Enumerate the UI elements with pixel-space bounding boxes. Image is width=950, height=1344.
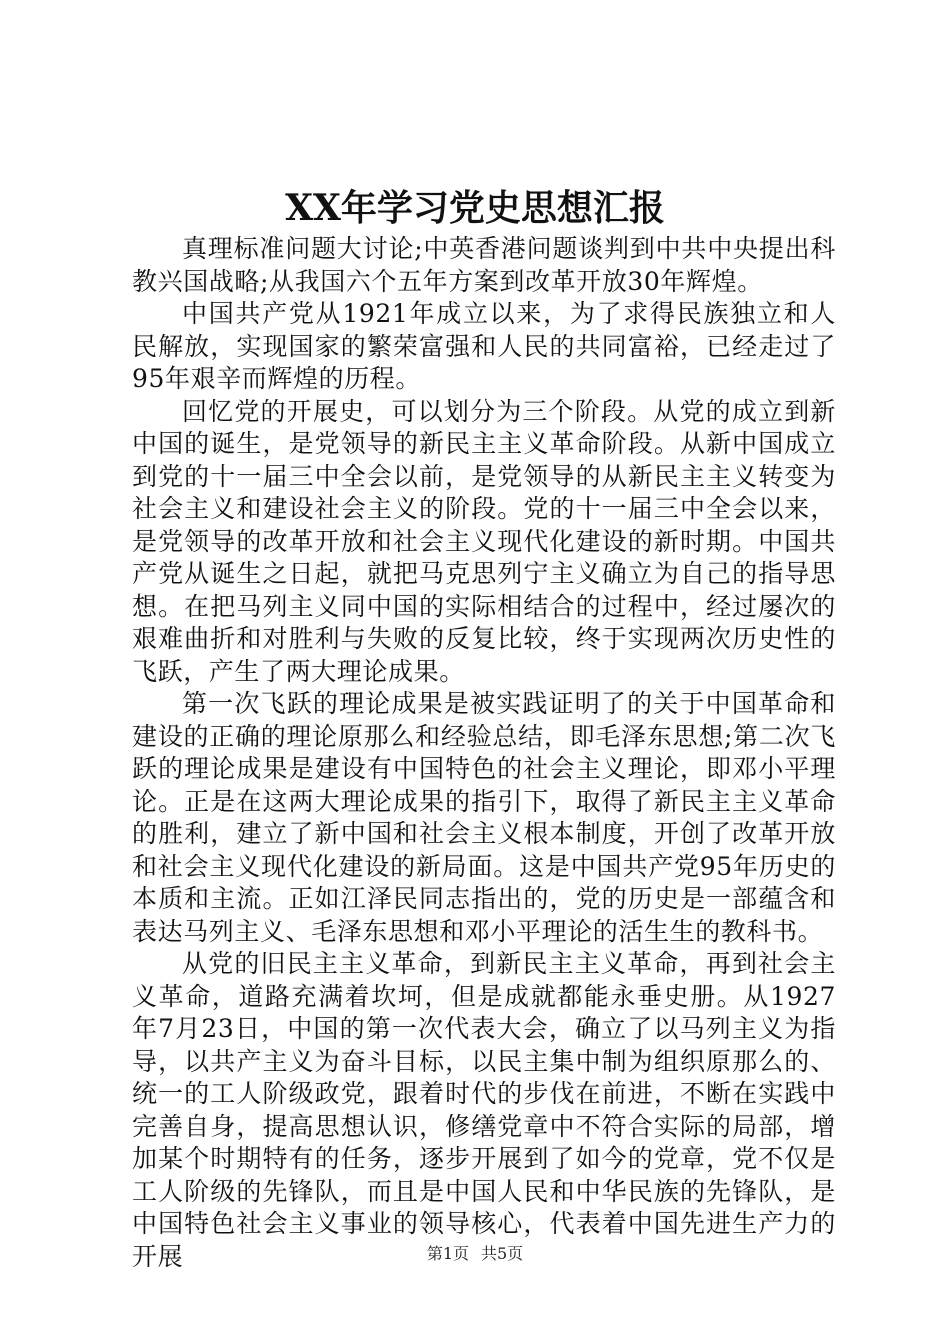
paragraph: 真理标准问题大讨论;中英香港问题谈判到中共中央提出科教兴国战略;从我国六个五年方案到改革开放30年辉煌。 <box>132 234 836 296</box>
paragraph: 从党的旧民主主义革命，到新民主主义革命，再到社会主义革命，道路充满着坎坷，但是成就都能永垂史册。从1927年7月23日，中国的第一次代表大会，确立了以马列主义为指导，以共产主义为奋斗目标，以民主集中制为组织原那么的、统一的工人阶级政党，跟着时代的步伐在前进，不断在实践中完善自身，提高思想认识，修缮党章中不符合实际的局部，增加某个时期特有的任务，逐步开展到了如今的党章，党不仅是工人阶级的先锋队，而且是中国人民和中华民族的先锋队，是中国特色社会主义事业的领导核心，代表着中国先进生产力的开展 <box>132 949 836 1271</box>
paragraph: 中国共产党从1921年成立以来，为了求得民族独立和人民解放，实现国家的繁荣富强和人民的共同富裕，已经走过了95年艰辛而辉煌的历程。 <box>132 299 836 393</box>
document-body <box>132 233 836 1273</box>
paragraph: 回忆党的开展史，可以划分为三个阶段。从党的成立到新中国的诞生，是党领导的新民主主义革命阶段。从新中国成立到党的十一届三中全会以前，是党领导的从新民主主义转变为社会主义和建设社会主义的阶段。党的十一届三中全会以来，是党领导的改革开放和社会主义现代化建设的新时期。中国共产党从诞生之日起，就把马克思列宁主义确立为自己的指导思想。在把马列主义同中国的实际相结合的过程中，经过屡次的艰难曲折和对胜利与失败的反复比较，终于实现两次历史性的飞跃，产生了两大理论成果。 <box>132 396 836 686</box>
page-total: 共5页 <box>481 1244 524 1263</box>
document-title: XX年学习党史思想汇报 <box>285 187 665 229</box>
paragraph: 第一次飞跃的理论成果是被实践证明了的关于中国革命和建设的正确的理论原那么和经验总结，即毛泽东思想;第二次飞跃的理论成果是建设有中国特色的社会主义理论，即邓小平理论。正是在这两大理论成果的指引下，取得了新民主主义革命的胜利，建立了新中国和社会主义根本制度，开创了改革开放和社会主义现代化建设的新局面。这是中国共产党95年历史的本质和主流。正如江泽民同志指出的，党的历史是一部蕴含和表达马列主义、毛泽东思想和邓小平理论的活生生的教科书。 <box>132 689 836 946</box>
page-footer <box>0 1242 950 1266</box>
page-number: 第1页 <box>426 1244 469 1263</box>
